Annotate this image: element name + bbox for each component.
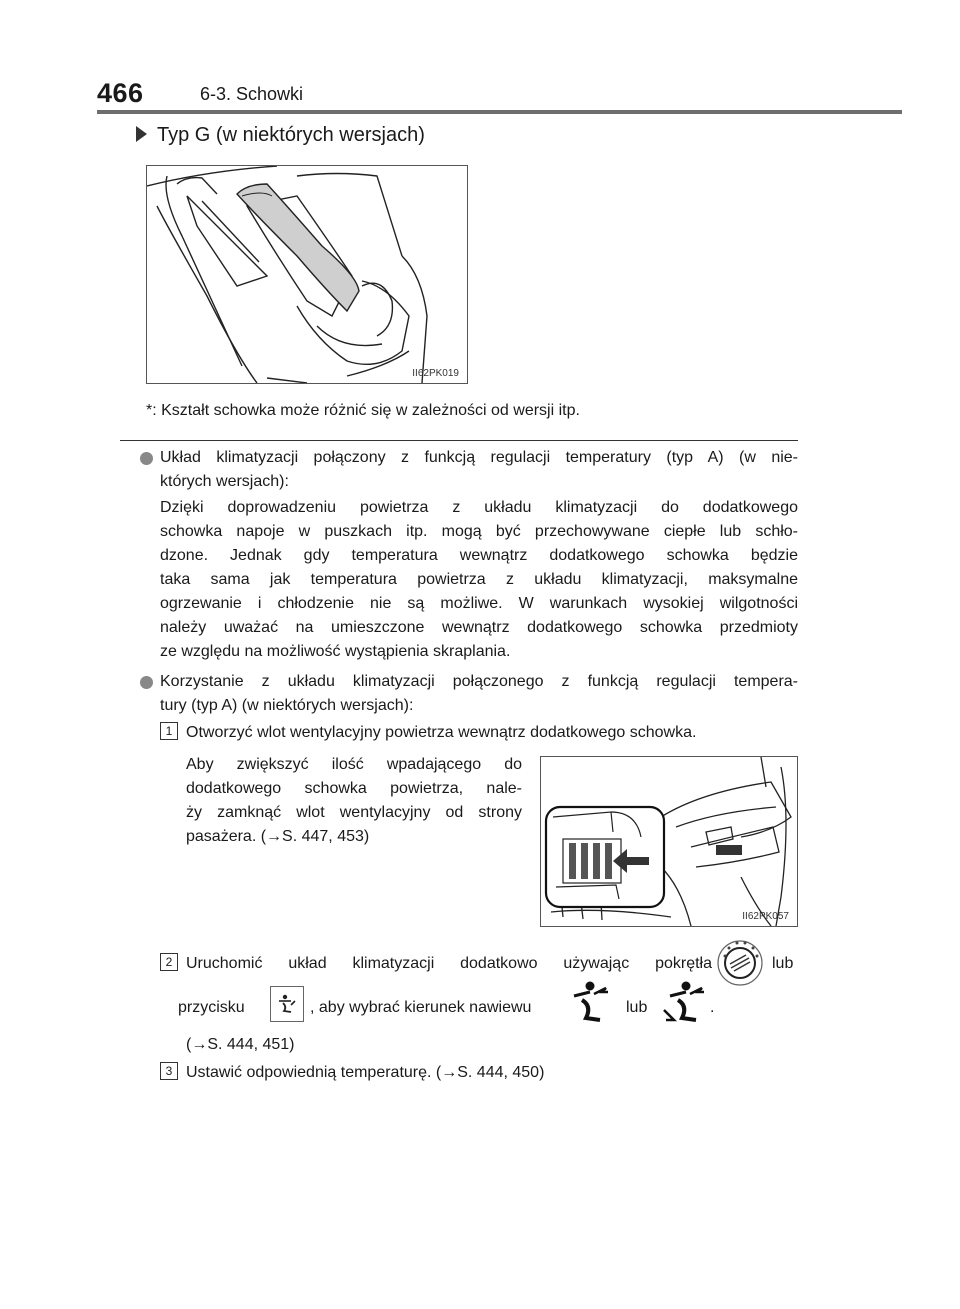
step-number-box: 1 xyxy=(160,722,178,740)
mode-button-icon xyxy=(270,986,304,1022)
body-line: Dzięki doprowadzeniu powietrza z układu klimatyzacji do dodatkowego xyxy=(160,499,798,516)
step1-text: Otworzyć wlot wentylacyjny powietrza wewnątrz dodatkowego schowka. xyxy=(186,724,697,741)
figure-console-compartment xyxy=(146,165,468,384)
bullet2-title-line: tury (typ A) (w niektórych wersjach): xyxy=(160,697,414,714)
knob-icon xyxy=(715,938,765,988)
body-line: dzone. Jednak gdy temperatura wewnątrz dodatkowego schowka będzie xyxy=(160,547,798,564)
detail-line: Aby zwiększyć ilość wpadającego do xyxy=(186,756,522,773)
triangle-icon xyxy=(136,126,147,142)
body-line: ze względu na możliwość wystąpienia skraplania. xyxy=(160,643,511,660)
bullet1-body xyxy=(160,496,798,664)
shape-note: *: Kształt schowka może różnić się w zależności od wersji itp. xyxy=(146,402,580,419)
step2-line2 xyxy=(178,996,245,1020)
figure-code: II62PK019 xyxy=(412,368,459,379)
figure-code: II62PK057 xyxy=(742,911,789,922)
detail-line: pasażera. (→S. 447, 453) xyxy=(186,828,370,845)
figure-air-vent xyxy=(540,756,798,927)
body-line: należy uważać na umieszczone wewnątrz dodatkowego schowka przedmioty xyxy=(160,619,798,636)
step1-detail xyxy=(186,753,522,849)
bullet2-title-line: Korzystanie z układu klimatyzacji połączonego z funkcją regulacji tempera- xyxy=(160,673,798,690)
airflow-bilevel-icon xyxy=(660,980,704,1028)
bullet-icon xyxy=(140,676,153,689)
step-number-box: 2 xyxy=(160,953,178,971)
section-title: 6-3. Schowki xyxy=(200,84,304,104)
body-line: taka sama jak temperatura powietrza z układu klimatyzacji, maksymalne xyxy=(160,571,798,588)
airflow-upper-icon xyxy=(568,980,612,1028)
bullet-icon xyxy=(140,452,153,465)
header-rule xyxy=(97,110,902,114)
step2-period: . xyxy=(710,999,715,1016)
body-line: ogrzewanie i chłodzenie nie są możliwe. W warunkach wysokiej wilgotności xyxy=(160,595,798,612)
body-line: schowka napoje w puszkach itp. mogą być przechowywane ciepłe lub schło- xyxy=(160,523,798,540)
step2-line1: Uruchomić układ klimatyzacji dodatkowo używając pokrętła xyxy=(186,955,712,972)
step3-text: Ustawić odpowiednią temperaturę. (→S. 444, 450) xyxy=(186,1064,545,1081)
divider xyxy=(120,440,798,441)
step2-line2-mid: , aby wybrać kierunek nawiewu xyxy=(310,999,532,1016)
bullet1-title-line: których wersjach): xyxy=(160,473,289,490)
vent-illustration xyxy=(541,757,797,926)
step2-line2-start: przycisku xyxy=(178,999,245,1016)
bullet1-title-line: Układ klimatyzacji połączony z funkcją regulacji temperatury (typ A) (w nie- xyxy=(160,449,798,466)
page-number: 466 xyxy=(97,78,144,108)
type-heading xyxy=(136,124,425,147)
step2-lub-2: lub xyxy=(626,999,648,1016)
detail-line: dodatkowego schowka powietrza, nale- xyxy=(186,780,522,797)
console-illustration xyxy=(147,166,467,383)
step2-lub-1: lub xyxy=(772,955,794,972)
type-heading-text: Typ G (w niektórych wersjach) xyxy=(157,124,425,146)
step-number-box: 3 xyxy=(160,1062,178,1080)
detail-line: ży zamknąć wlot wentylacyjny od strony xyxy=(186,804,522,821)
step2-ref: (→S. 444, 451) xyxy=(186,1036,295,1053)
